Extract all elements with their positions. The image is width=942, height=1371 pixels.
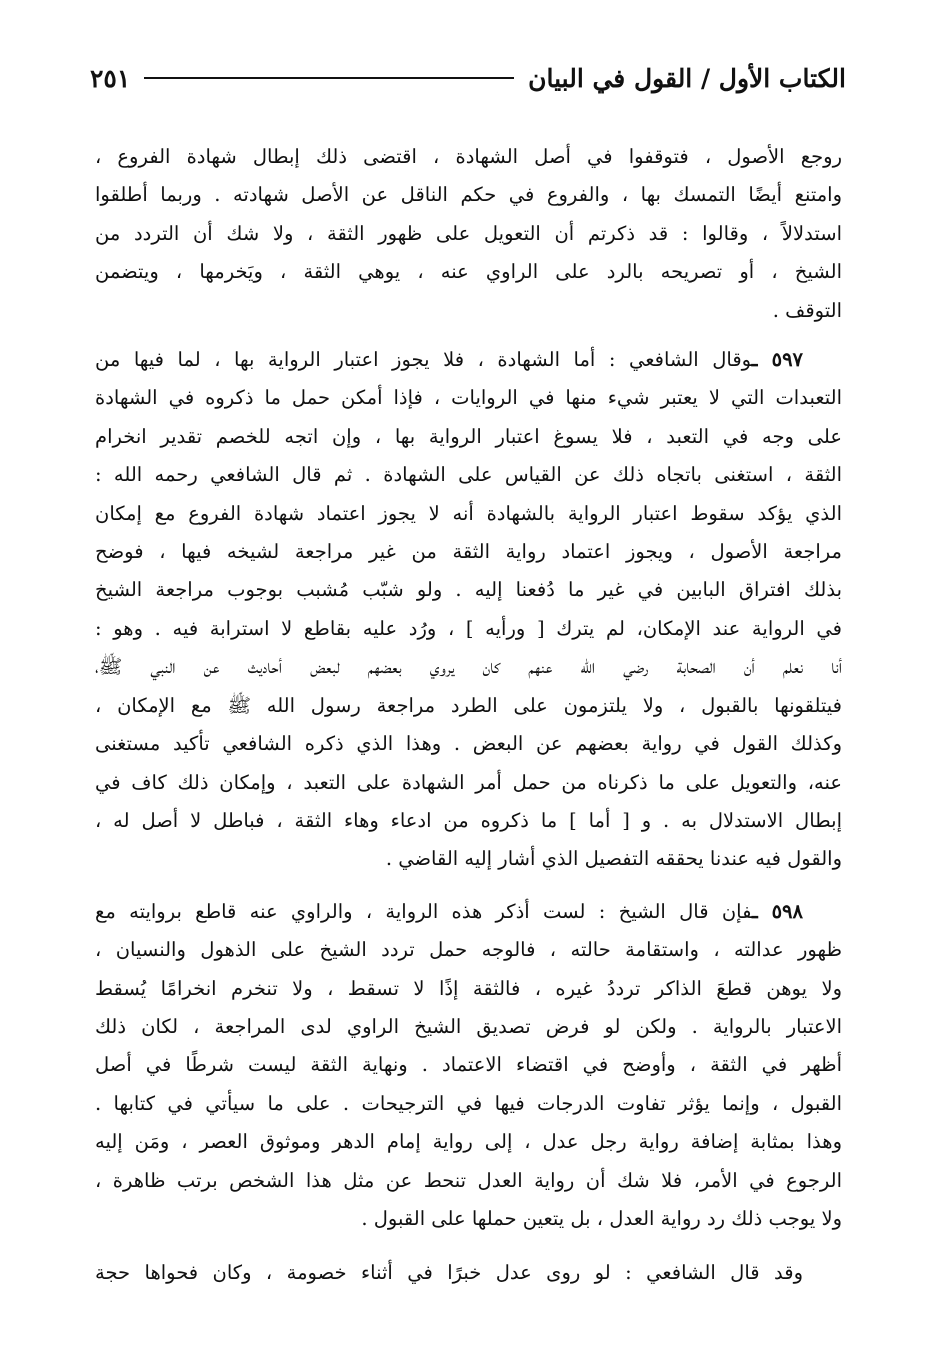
page-body <box>95 138 842 1293</box>
page-header <box>90 58 846 98</box>
text-line: والقول فيه عندنا يحققه التفصيل الذي أشار إليه القاضي . <box>385 847 842 871</box>
paragraph-597 <box>95 341 842 879</box>
text-line: وهذا بمثابة إضافة رواية رجل عدل ، إلى رواية إمام الدهر وموثوق العصر ، ومَن إليه <box>95 1130 842 1154</box>
text-line: القبول ، وإنما يؤثر تفاوت الدرجات فيها في الترجيحات . على ما سيأتي في كتابها . <box>95 1091 842 1115</box>
text-line: ظهور عدالته ، واستقامة حالته ، فالوجه حمل تردد الشيخ على الذهول والنسيان ، <box>95 938 842 962</box>
text-line: عنه، والتعويل على ما ذكرناه من حمل أمر الشهادة على التعبد ، وإمكان ذلك كاف في <box>95 770 842 794</box>
text-line-content: وقال الشافعي : أما الشهادة ، فلا يجوز اعتبار الرواية بها ، لما فيها من <box>95 348 752 372</box>
paragraph-1 <box>95 138 842 330</box>
paragraph-598 <box>95 893 842 1239</box>
text-line: مراجعة الأصول ، ويجوز اعتماد رواية الثقة من غير مراجعة لشيخه فيها ، فوضح <box>95 540 842 564</box>
text-line: ولا يوجب ذلك رد رواية العدل ، بل يتعين حملها على القبول . <box>361 1206 842 1230</box>
text-line: الشيخ ، أو تصريحه بالرد على الراوي عنه ، يوهي الثقة ، ويَخرمها ، ويتضمن <box>95 260 842 284</box>
text-line: فيتلقونها بالقبول ، ولا يلتزمون على الطرد مراجعة رسول الله ﷺ مع الإمكان ، <box>95 693 842 717</box>
text-line: وامتنع أيضًا التمسك بها ، والفروع في حكم الناقل عن الأصل شهادته . وربما أطلقوا <box>95 183 842 207</box>
text-line: ولا يوهن قطعَ الذاكر ترددُ غيره ، فالثقة إذًا لا تسقط ، ولا تنخرم انخرامًا يُسقط <box>95 976 842 1000</box>
paragraph-4 <box>95 1254 842 1292</box>
running-title: الكتاب الأول / القول في البيان <box>528 63 846 93</box>
text-line: على وجه في التعبد ، فلا يسوغ اعتبار الرواية بها ، وإن اتجه للخصم تقدير انخرام <box>95 424 842 448</box>
text-line: الذي يؤكد سقوط اعتبار الرواية بالشهادة أنه لا يجوز اعتماد شهادة الفروع مع إمكان <box>95 501 842 525</box>
text-line: استدلالاً ، وقالوا : قد ذكرتم أن التعويل على ظهور الثقة ، ولا شك أن التردد من <box>95 221 842 245</box>
text-line-content: فإن قال الشيخ : لست أذكر هذه الرواية ، والراوي عنه قاطع بروايته مع <box>95 899 752 923</box>
page-number: ٢٥١ <box>90 63 131 93</box>
text-line: الرجوع في الأمر، فلا شك أن رواية العدل تنحط عن مثل هذا الشخص برتب ظاهرة ، <box>95 1168 842 1192</box>
paragraph-number: ٥٩٨ ـ <box>751 899 803 923</box>
text-line <box>95 893 842 931</box>
text-line: أظهر في الثقة ، وأوضح في اقتضاء الاعتماد . ونهاية الثقة ليست شرطًا في أصل <box>95 1053 842 1077</box>
text-line: روجع الأصول ، فتوقفوا في أصل الشهادة ، اقتضى ذلك إبطال شهادة الفروع ، <box>95 145 842 168</box>
text-line: بذلك افتراق البابين في غير ما دُفعنا إليه . ولو شبّب مُشبب بوجوب مراجعة الشيخ <box>95 578 842 602</box>
text-line <box>95 341 842 379</box>
text-line: الثقة ، استغنى باتجاه ذلك عن القياس على الشهادة . ثم قال الشافعي رحمه الله : <box>95 463 842 487</box>
header-rule <box>144 77 514 79</box>
text-line: التعبدات التي لا يعتبر شيء منها في الروايات ، فإذا أمكن حمل ما ذكروه في الشهادة <box>95 386 842 410</box>
text-line <box>95 1254 842 1292</box>
text-line: إبطال الاستدلال به . و [ أما ] ما ذكروه من ادعاء وهاء الثقة ، فباطل لا أصل له ، <box>95 808 842 832</box>
text-line: في الرواية عند الإمكان، لم يترك [ ورأيه ] ، ورُد عليه بقاطع لا استرابة فيه . وهو : <box>95 616 842 640</box>
text-line: الاعتبار بالرواية . ولكن لو فرض تصديق الشيخ الراوي لدى المراجعة ، لكان ذلك <box>95 1014 842 1038</box>
text-line: التوقف . <box>772 298 842 322</box>
text-line: أنا نعلم أن الصحابة رضي الله عنهم كان يروي بعضهم لبعض أحاديث عن النبي ﷺ، <box>95 655 842 679</box>
paragraph-number: ٥٩٧ ـ <box>751 348 804 372</box>
text-line: وكذلك القول في رواية بعضهم عن البعض . وهذا الذي ذكره الشافعي تأكيد مستغنى <box>95 732 842 756</box>
text-line-content: وقد قال الشافعي : لو روى عدل خبرًا في أثناء خصومة ، وكان فحواها حجة <box>95 1261 803 1285</box>
